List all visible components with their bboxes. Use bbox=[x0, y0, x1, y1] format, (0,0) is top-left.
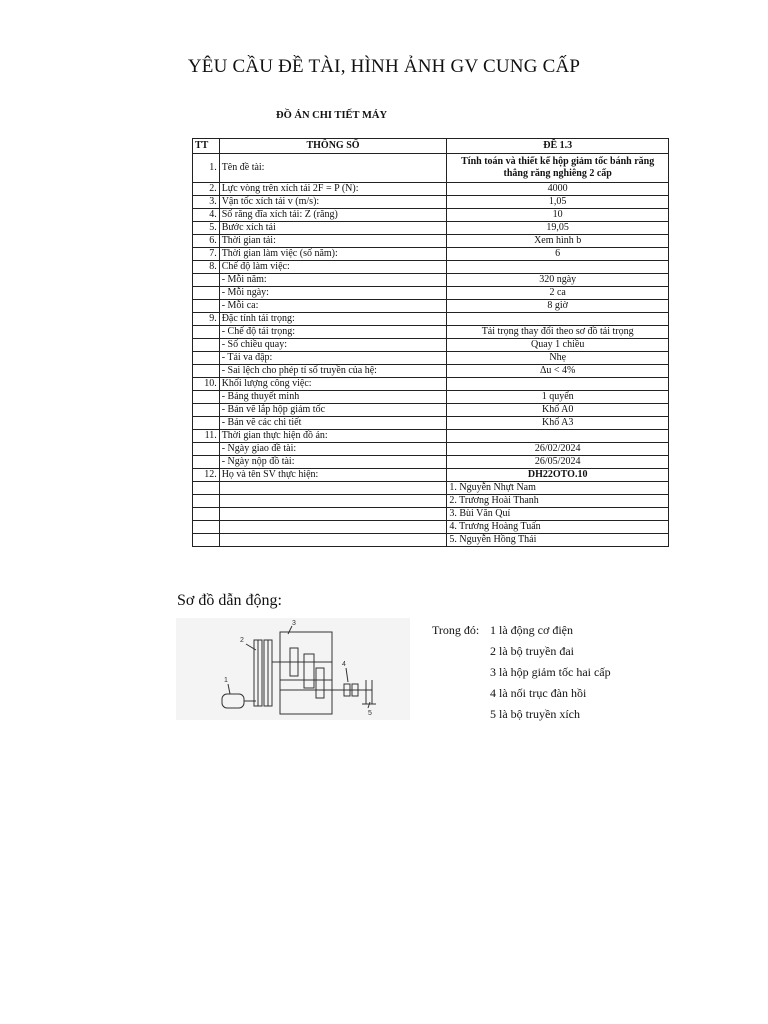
row-parameter: - Mỗi năm: bbox=[219, 274, 447, 287]
row-number: 9. bbox=[193, 313, 220, 326]
motor-shape bbox=[222, 694, 244, 708]
row-number: 2. bbox=[193, 183, 220, 196]
legend-item-text: 4 là nối trục đàn hồi bbox=[490, 686, 587, 700]
row-value: Khổ A0 bbox=[447, 404, 669, 417]
table-row bbox=[193, 469, 669, 482]
member-empty-param bbox=[219, 521, 447, 534]
legend-lead: Trong đó: bbox=[432, 623, 480, 637]
row-parameter: - Mỗi ngày: bbox=[219, 287, 447, 300]
row-number: 12. bbox=[193, 469, 220, 482]
row-number: 7. bbox=[193, 248, 220, 261]
row-number: 11. bbox=[193, 430, 220, 443]
member-empty-tt bbox=[193, 521, 220, 534]
legend-item bbox=[432, 704, 611, 725]
row-parameter: Bước xích tải bbox=[219, 222, 447, 235]
row-value: Khổ A3 bbox=[447, 417, 669, 430]
row-parameter: Họ và tên SV thực hiện: bbox=[219, 469, 447, 482]
member-row bbox=[193, 534, 669, 547]
row-number: 5. bbox=[193, 222, 220, 235]
row-value bbox=[447, 378, 669, 391]
row-number: 10. bbox=[193, 378, 220, 391]
row-number bbox=[193, 352, 220, 365]
row-parameter: - Tải va đập: bbox=[219, 352, 447, 365]
table-row bbox=[193, 443, 669, 456]
table-row bbox=[193, 378, 669, 391]
row-number: 6. bbox=[193, 235, 220, 248]
row-number bbox=[193, 365, 220, 378]
row-number bbox=[193, 456, 220, 469]
row-number bbox=[193, 339, 220, 352]
member-empty-param bbox=[219, 534, 447, 547]
member-empty-tt bbox=[193, 482, 220, 495]
row-value bbox=[447, 261, 669, 274]
row-parameter: Đặc tính tải trọng: bbox=[219, 313, 447, 326]
row-parameter: - Mỗi ca: bbox=[219, 300, 447, 313]
header-tt: TT bbox=[193, 139, 220, 154]
legend-item-text: 2 là bộ truyền đai bbox=[490, 644, 574, 658]
row-number: 4. bbox=[193, 209, 220, 222]
diagram-label-3: 3 bbox=[292, 620, 296, 627]
row-value: 1 quyển bbox=[447, 391, 669, 404]
row-number bbox=[193, 417, 220, 430]
table-row bbox=[193, 261, 669, 274]
table-row bbox=[193, 404, 669, 417]
row-value: 2 ca bbox=[447, 287, 669, 300]
row-value: Tải trọng thay đổi theo sơ đồ tải trọng bbox=[447, 326, 669, 339]
row-value: 19,05 bbox=[447, 222, 669, 235]
row-number: 8. bbox=[193, 261, 220, 274]
diagram-label-1: 1 bbox=[224, 677, 228, 684]
diagram-label-4: 4 bbox=[342, 661, 346, 668]
row-value bbox=[447, 430, 669, 443]
row-value: Xem hình b bbox=[447, 235, 669, 248]
row-value: 26/02/2024 bbox=[447, 443, 669, 456]
table-row bbox=[193, 209, 669, 222]
drive-diagram bbox=[176, 618, 410, 720]
row-value: Δu < 4% bbox=[447, 365, 669, 378]
legend-item bbox=[432, 620, 611, 641]
row-number bbox=[193, 287, 220, 300]
row-value bbox=[447, 313, 669, 326]
row-value: 8 giờ bbox=[447, 300, 669, 313]
row-parameter: - Ngày giao đề tài: bbox=[219, 443, 447, 456]
table-row bbox=[193, 154, 669, 183]
table-row bbox=[193, 235, 669, 248]
row-value: 4000 bbox=[447, 183, 669, 196]
row-parameter: Thời gian tải: bbox=[219, 235, 447, 248]
header-param: THÔNG SỐ bbox=[219, 139, 447, 154]
row-parameter: Thời gian làm việc (số năm): bbox=[219, 248, 447, 261]
table-row bbox=[193, 391, 669, 404]
row-value: 1,05 bbox=[447, 196, 669, 209]
row-number: 1. bbox=[193, 154, 220, 183]
row-value: Quay 1 chiều bbox=[447, 339, 669, 352]
diagram-legend bbox=[432, 620, 611, 725]
table-body bbox=[193, 154, 669, 547]
row-parameter: - Chế độ tải trọng: bbox=[219, 326, 447, 339]
row-parameter: Số răng đĩa xích tải: Z (răng) bbox=[219, 209, 447, 222]
member-empty-tt bbox=[193, 534, 220, 547]
table-row bbox=[193, 183, 669, 196]
row-number bbox=[193, 404, 220, 417]
table-row bbox=[193, 417, 669, 430]
table-row bbox=[193, 339, 669, 352]
row-parameter: - Ngày nộp đồ tài: bbox=[219, 456, 447, 469]
row-number bbox=[193, 443, 220, 456]
header-value: ĐỀ 1.3 bbox=[447, 139, 669, 154]
row-value: 26/05/2024 bbox=[447, 456, 669, 469]
table-row bbox=[193, 300, 669, 313]
table-row bbox=[193, 430, 669, 443]
member-name: 5. Nguyễn Hồng Thái bbox=[447, 534, 669, 547]
member-empty-tt bbox=[193, 495, 220, 508]
spec-table bbox=[192, 138, 669, 547]
row-value: 320 ngày bbox=[447, 274, 669, 287]
legend-item bbox=[432, 683, 611, 704]
table-row bbox=[193, 313, 669, 326]
table-row bbox=[193, 196, 669, 209]
diagram-label-5: 5 bbox=[368, 710, 372, 717]
row-parameter: - Bảng thuyết minh bbox=[219, 391, 447, 404]
row-parameter: Khối lượng công việc: bbox=[219, 378, 447, 391]
legend-item bbox=[432, 662, 611, 683]
gear-3 bbox=[316, 668, 324, 698]
member-empty-tt bbox=[193, 508, 220, 521]
member-name: 2. Trương Hoài Thanh bbox=[447, 495, 669, 508]
table-row bbox=[193, 352, 669, 365]
table-row bbox=[193, 287, 669, 300]
row-value: Nhẹ bbox=[447, 352, 669, 365]
row-parameter: Vận tốc xích tải v (m/s): bbox=[219, 196, 447, 209]
row-number bbox=[193, 274, 220, 287]
legend-item-text: 3 là hộp giảm tốc hai cấp bbox=[490, 665, 611, 679]
member-row bbox=[193, 495, 669, 508]
table-row bbox=[193, 326, 669, 339]
member-row bbox=[193, 482, 669, 495]
row-parameter: Tên đề tài: bbox=[219, 154, 447, 183]
row-value: Tính toán và thiết kế hộp giảm tốc bánh răng thẳng răng nghiêng 2 cấp bbox=[447, 154, 669, 183]
table-header-row bbox=[193, 139, 669, 154]
member-empty-param bbox=[219, 508, 447, 521]
diagram-heading: Sơ đồ dẫn động: bbox=[177, 592, 282, 609]
row-parameter: - Bản vẽ lắp hộp giảm tốc bbox=[219, 404, 447, 417]
row-parameter: - Bản vẽ các chi tiết bbox=[219, 417, 447, 430]
member-name: 3. Bùi Văn Quí bbox=[447, 508, 669, 521]
drive-diagram-svg bbox=[176, 618, 410, 720]
row-parameter: Lực vòng trên xích tải 2F = P (N): bbox=[219, 183, 447, 196]
legend-item-text: 5 là bộ truyền xích bbox=[490, 707, 580, 721]
row-number bbox=[193, 300, 220, 313]
row-parameter: Thời gian thực hiện đồ án: bbox=[219, 430, 447, 443]
diagram-label-2: 2 bbox=[240, 637, 244, 644]
member-name: 1. Nguyễn Nhựt Nam bbox=[447, 482, 669, 495]
row-value: DH22OTO.10 bbox=[447, 469, 669, 482]
table-row bbox=[193, 365, 669, 378]
member-empty-param bbox=[219, 495, 447, 508]
gear-2 bbox=[304, 654, 314, 688]
legend-item-text: 1 là động cơ điện bbox=[490, 623, 573, 637]
member-empty-param bbox=[219, 482, 447, 495]
row-value: 10 bbox=[447, 209, 669, 222]
row-parameter: Chế độ làm việc: bbox=[219, 261, 447, 274]
row-value: 6 bbox=[447, 248, 669, 261]
table-row bbox=[193, 274, 669, 287]
doc-heading: ĐỒ ÁN CHI TIẾT MÁY bbox=[276, 110, 388, 121]
row-number: 3. bbox=[193, 196, 220, 209]
row-number bbox=[193, 326, 220, 339]
row-number bbox=[193, 391, 220, 404]
legend-item bbox=[432, 641, 611, 662]
page-title: YÊU CẦU ĐỀ TÀI, HÌNH ẢNH GV CUNG CẤP bbox=[187, 56, 581, 77]
member-name: 4. Trương Hoàng Tuấn bbox=[447, 521, 669, 534]
member-row bbox=[193, 521, 669, 534]
table-row bbox=[193, 456, 669, 469]
member-row bbox=[193, 508, 669, 521]
table-row bbox=[193, 248, 669, 261]
row-parameter: - Sai lệch cho phép tỉ số truyền của hệ: bbox=[219, 365, 447, 378]
table-row bbox=[193, 222, 669, 235]
row-parameter: - Số chiều quay: bbox=[219, 339, 447, 352]
